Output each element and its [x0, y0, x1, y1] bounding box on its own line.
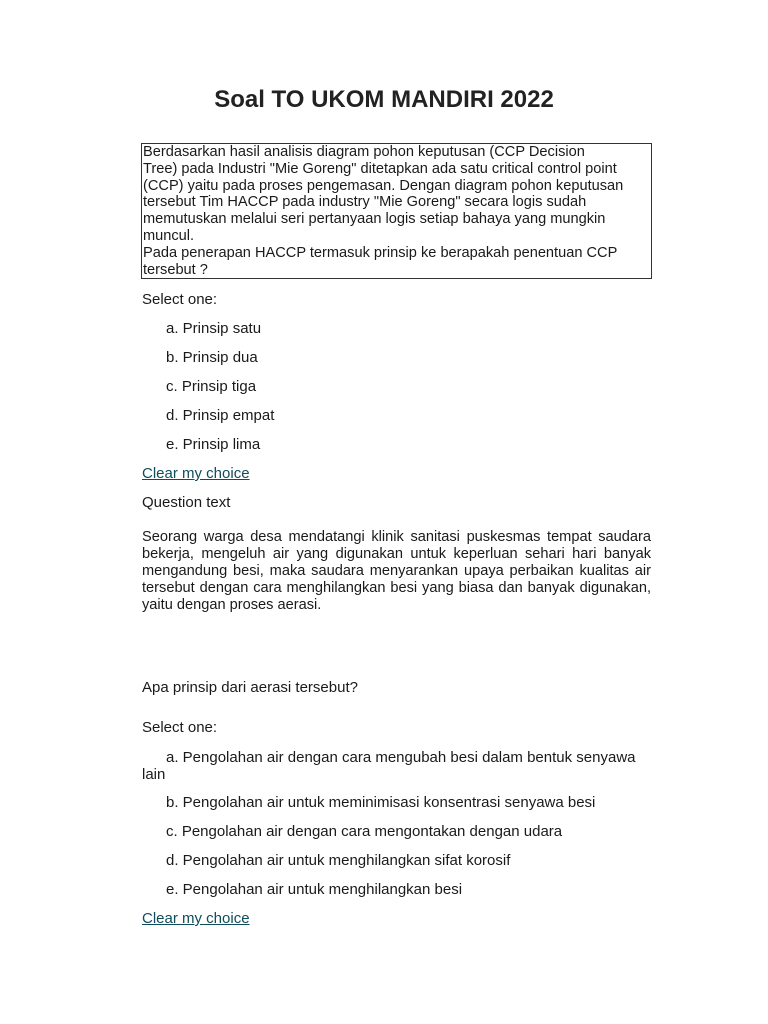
- q2-option-d[interactable]: d. Pengolahan air untuk menghilangkan sifat korosif: [166, 852, 511, 869]
- q2-prompt: Apa prinsip dari aerasi tersebut?: [142, 679, 358, 696]
- q2-option-a[interactable]: a. Pengolahan air dengan cara mengubah besi dalam bentuk senyawa lain: [142, 749, 636, 783]
- question-1-line: muncul.: [143, 227, 195, 244]
- q2-clear-choice-link[interactable]: Clear my choice: [142, 910, 250, 927]
- q2-option-b[interactable]: b. Pengolahan air untuk meminimisasi konsentrasi senyawa besi: [166, 794, 596, 811]
- q1-select-label: Select one:: [142, 291, 218, 308]
- q2-paragraph: Seorang warga desa mendatangi klinik sanitasi puskesmas tempat saudara bekerja, mengeluh air yang digunakan untuk keperluan sehari hari banyak mengandung besi, maka saudara menyarankan upaya perbaikan kualitas air tersebut dengan cara menghilangkan besi yang biasa dan banyak digunakan, yaitu dengan proses aerasi.: [142, 529, 651, 613]
- q2-option-e[interactable]: e. Pengolahan air untuk menghilangkan besi: [166, 881, 463, 898]
- q1-clear-choice-link[interactable]: Clear my choice: [142, 465, 250, 482]
- question-1-line: tersebut ?: [143, 261, 208, 278]
- q2-select-label: Select one:: [142, 719, 218, 736]
- q1-option-c[interactable]: c. Prinsip tiga: [166, 378, 257, 395]
- question-1-line: memutuskan melalui seri pertanyaan logis setiap bahaya yang mungkin: [143, 211, 606, 228]
- q2-question-text-header: Question text: [142, 494, 231, 511]
- question-1-line: Berdasarkan hasil analisis diagram pohon keputusan (CCP Decision: [143, 144, 585, 160]
- question-1-line: Pada penerapan HACCP termasuk prinsip ke berapakah penentuan CCP: [143, 244, 618, 261]
- q1-option-d[interactable]: d. Prinsip empat: [166, 407, 275, 424]
- question-1-line: tersebut Tim HACCP pada industry "Mie Goreng" secara logis sudah: [143, 194, 587, 211]
- page-title: Soal TO UKOM MANDIRI 2022: [214, 86, 554, 113]
- q2-option-c[interactable]: c. Pengolahan air dengan cara mengontakan dengan udara: [166, 823, 563, 840]
- q1-option-e[interactable]: e. Prinsip lima: [166, 436, 261, 453]
- question-1-line: Tree) pada Industri "Mie Goreng" ditetapkan ada satu critical control point: [143, 160, 617, 177]
- q1-option-b[interactable]: b. Prinsip dua: [166, 349, 258, 366]
- question-1-text-box: [141, 143, 652, 279]
- question-1-line: (CCP) yaitu pada proses pengemasan. Dengan diagram pohon keputusan: [143, 177, 624, 194]
- q1-option-a[interactable]: a. Prinsip satu: [166, 320, 262, 337]
